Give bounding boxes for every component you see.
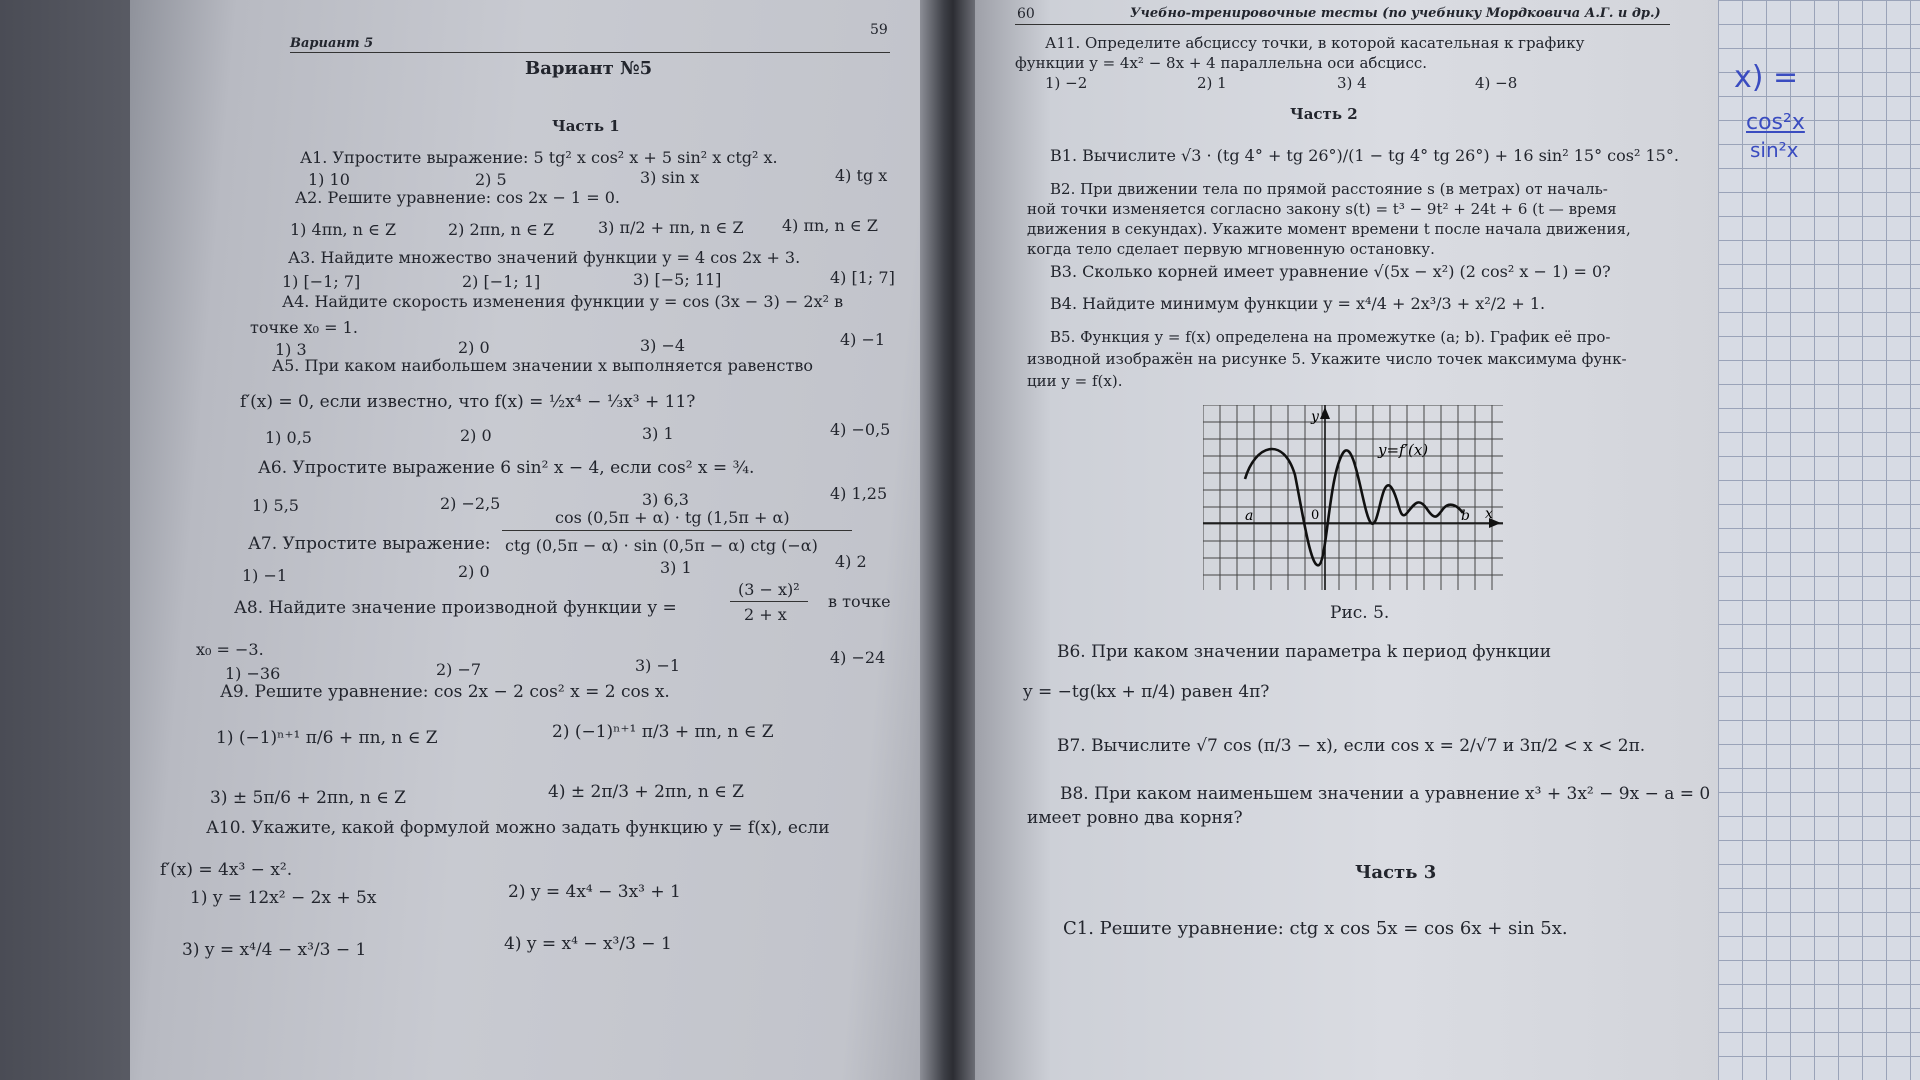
question-b2-line2: ной точки изменяется согласно закону s(t) = t³ − 9t² + 24t + 6 (t — время xyxy=(1027,200,1617,218)
a8-option-4: 4) −24 xyxy=(830,648,886,667)
a8-option-2: 2) −7 xyxy=(436,660,482,679)
a3-option-3: 3) [−5; 11] xyxy=(633,270,722,289)
a9-option-4: 4) ± 2π/3 + 2πn, n ∈ Z xyxy=(548,782,744,802)
right-page-number: 60 xyxy=(1017,6,1035,22)
figure-derivative-graph xyxy=(1203,405,1503,590)
question-b2-line1: В2. При движении тела по прямой расстояние s (в метрах) от началь- xyxy=(1050,180,1608,198)
question-a3: А3. Найдите множество значений функции y = 4 cos 2x + 3. xyxy=(288,248,801,267)
a3-option-1: 1) [−1; 7] xyxy=(282,272,361,291)
y-axis-label: y xyxy=(1311,409,1319,425)
a3-option-4: 4) [1; 7] xyxy=(830,268,895,287)
question-a10-line2: f′(x) = 4x³ − x². xyxy=(160,860,293,880)
point-b-label: b xyxy=(1461,508,1470,524)
a10-option-3: 3) y = x⁴/4 − x³/3 − 1 xyxy=(182,940,367,960)
a7-numerator: cos (0,5π + α) · tg (1,5π + α) xyxy=(555,508,790,527)
part3-heading: Часть 3 xyxy=(1355,862,1437,883)
part2-heading: Часть 2 xyxy=(1290,105,1358,123)
question-c1: С1. Решите уравнение: ctg x cos 5x = cos 6x + sin 5x. xyxy=(1063,918,1568,939)
right-running-header: Учебно-тренировочные тесты (по учебнику Мордковича А.Г. и др.) xyxy=(1130,6,1661,21)
question-b1: В1. Вычислите √3 · (tg 4° + tg 26°)/(1 − tg 4° tg 26°) + 16 sin² 15° cos² 15°. xyxy=(1050,146,1679,165)
a8-option-3: 3) −1 xyxy=(635,656,681,675)
question-a11: А11. Определите абсциссу точки, в которой касательная к графику xyxy=(1045,34,1585,52)
a6-option-1: 1) 5,5 xyxy=(252,496,299,515)
question-b5-line2: изводной изображён на рисунке 5. Укажите число точек максимума функ- xyxy=(1027,350,1627,368)
a4-option-4: 4) −1 xyxy=(840,330,886,349)
question-a5-line2: f′(x) = 0, если известно, что f(x) = ½x⁴ − ⅓x³ + 11? xyxy=(240,392,696,412)
origin-label: 0 xyxy=(1311,508,1320,523)
handwritten-line2: cos²x xyxy=(1746,110,1805,135)
a11-option-4: 4) −8 xyxy=(1475,74,1518,92)
question-a11-line2: функции y = 4x² − 8x + 4 параллельна оси абсцисс. xyxy=(1015,54,1428,72)
question-b6-line1: В6. При каком значении параметра k период функции xyxy=(1057,642,1552,662)
point-a-label: a xyxy=(1245,508,1254,524)
a2-option-4: 4) πn, n ∈ Z xyxy=(782,216,878,235)
a10-option-4: 4) y = x⁴ − x³/3 − 1 xyxy=(504,934,672,954)
question-a8-tail: в точке xyxy=(828,592,891,611)
question-b3: В3. Сколько корней имеет уравнение √(5x − x²) (2 cos² x − 1) = 0? xyxy=(1050,262,1611,281)
question-a8: А8. Найдите значение производной функции y = xyxy=(234,598,677,618)
a1-option-1: 1) 10 xyxy=(308,170,350,189)
left-page-number: 59 xyxy=(870,22,888,38)
question-b5-line3: ции y = f(x). xyxy=(1027,372,1123,390)
a3-option-2: 2) [−1; 1] xyxy=(462,272,541,291)
a10-option-1: 1) y = 12x² − 2x + 5x xyxy=(190,888,377,908)
a4-option-2: 2) 0 xyxy=(458,338,490,357)
question-a8-line2: x₀ = −3. xyxy=(196,640,264,659)
question-b5-line1: В5. Функция y = f(x) определена на промежутке (a; b). График её про- xyxy=(1050,328,1611,346)
a7-option-3: 3) 1 xyxy=(660,558,692,577)
question-b8-line1: В8. При каком наименьшем значении a уравнение x³ + 3x² − 9x − a = 0 xyxy=(1060,784,1711,804)
a2-option-3: 3) π/2 + πn, n ∈ Z xyxy=(598,218,744,237)
question-a7: А7. Упростите выражение: xyxy=(248,534,491,554)
a9-option-1: 1) (−1)ⁿ⁺¹ π/6 + πn, n ∈ Z xyxy=(216,728,438,748)
question-b8-line2: имеет ровно два корня? xyxy=(1027,808,1243,828)
question-b6-line2: y = −tg(kx + π/4) равен 4π? xyxy=(1023,682,1270,702)
a8-numerator: (3 − x)² xyxy=(738,580,800,599)
a11-option-3: 3) 4 xyxy=(1337,74,1367,92)
a5-option-1: 1) 0,5 xyxy=(265,428,312,447)
x-axis-label: x xyxy=(1485,506,1493,522)
handwritten-line3: sin²x xyxy=(1750,138,1799,162)
notebook-sheet xyxy=(1718,0,1920,1080)
book-gutter xyxy=(920,0,980,1080)
part1-heading: Часть 1 xyxy=(552,117,620,135)
question-a6: А6. Упростите выражение 6 sin² x − 4, если cos² x = ¾. xyxy=(258,458,755,478)
handwritten-line1: x) = xyxy=(1734,60,1799,95)
a2-option-1: 1) 4πn, n ∈ Z xyxy=(290,220,397,239)
a4-option-1: 1) 3 xyxy=(275,340,307,359)
a5-option-4: 4) −0,5 xyxy=(830,420,891,439)
a10-option-2: 2) y = 4x⁴ − 3x³ + 1 xyxy=(508,882,681,902)
a7-option-1: 1) −1 xyxy=(242,566,288,585)
question-b2-line4: когда тело сделает первую мгновенную остановку. xyxy=(1027,240,1435,258)
variant-title: Вариант №5 xyxy=(525,58,653,79)
a8-denominator: 2 + x xyxy=(744,605,787,624)
a9-option-3: 3) ± 5π/6 + 2πn, n ∈ Z xyxy=(210,788,406,808)
a1-option-2: 2) 5 xyxy=(475,170,507,189)
question-a1: А1. Упростите выражение: 5 tg² x cos² x + 5 sin² x ctg² x. xyxy=(300,148,778,167)
a6-option-2: 2) −2,5 xyxy=(440,494,501,513)
question-a9: А9. Решите уравнение: cos 2x − 2 cos² x = 2 cos x. xyxy=(220,682,670,702)
question-a10: А10. Укажите, какой формулой можно задать функцию y = f(x), если xyxy=(206,818,830,838)
a1-option-3: 3) sin x xyxy=(640,168,700,187)
a8-option-1: 1) −36 xyxy=(225,664,281,683)
right-page xyxy=(975,0,1735,1080)
a11-option-1: 1) −2 xyxy=(1045,74,1088,92)
right-header-rule xyxy=(1015,24,1670,25)
left-running-header: Вариант 5 xyxy=(290,36,374,51)
a1-option-4: 4) tg x xyxy=(835,166,888,185)
question-b7: В7. Вычислите √7 cos (π/3 − x), если cos x = 2/√7 и 3π/2 < x < 2π. xyxy=(1057,736,1646,756)
left-page xyxy=(130,0,930,1080)
a5-option-3: 3) 1 xyxy=(642,424,674,443)
a7-option-4: 4) 2 xyxy=(835,552,867,571)
header-rule xyxy=(290,52,890,53)
a4-option-3: 3) −4 xyxy=(640,336,686,355)
a11-option-2: 2) 1 xyxy=(1197,74,1227,92)
question-a4-line2: точке x₀ = 1. xyxy=(250,318,358,337)
a2-option-2: 2) 2πn, n ∈ Z xyxy=(448,220,555,239)
a7-fraction-bar xyxy=(502,530,852,531)
question-a4: А4. Найдите скорость изменения функции y = cos (3x − 3) − 2x² в xyxy=(282,292,844,311)
curve-label: y=f′(x) xyxy=(1378,441,1429,459)
a9-option-2: 2) (−1)ⁿ⁺¹ π/3 + πn, n ∈ Z xyxy=(552,722,774,742)
a7-denominator: ctg (0,5π − α) · sin (0,5π − α) ctg (−α) xyxy=(505,536,818,555)
figure-caption: Рис. 5. xyxy=(1330,603,1390,623)
a6-option-4: 4) 1,25 xyxy=(830,484,888,503)
question-b2-line3: движения в секундах). Укажите момент времени t после начала движения, xyxy=(1027,220,1631,238)
question-a2: А2. Решите уравнение: cos 2x − 1 = 0. xyxy=(295,188,620,207)
a7-option-2: 2) 0 xyxy=(458,562,490,581)
question-a5: А5. При каком наибольшем значении x выполняется равенство xyxy=(272,356,813,375)
a5-option-2: 2) 0 xyxy=(460,426,492,445)
a8-fraction-bar xyxy=(730,601,808,602)
question-b4: В4. Найдите минимум функции y = x⁴/4 + 2x³/3 + x²/2 + 1. xyxy=(1050,294,1546,313)
a6-option-3: 3) 6,3 xyxy=(642,490,689,509)
